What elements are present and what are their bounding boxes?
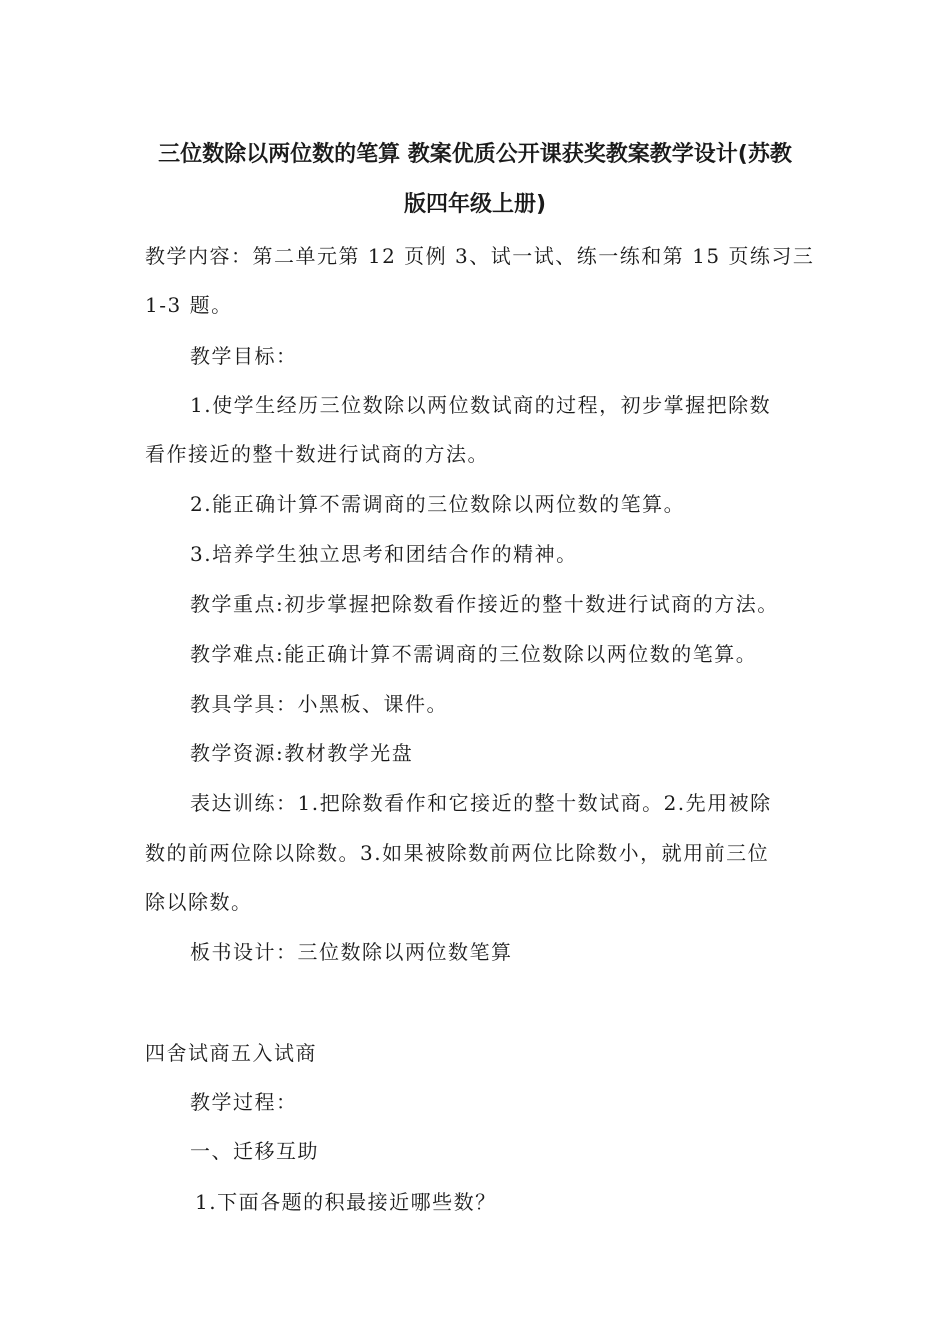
goal-2: 2.能正确计算不需调商的三位数除以两位数的笔算。 <box>190 492 686 516</box>
teaching-process-heading: 教学过程： <box>190 1090 298 1114</box>
section-1-heading: 一、迁移互助 <box>190 1139 319 1163</box>
key-point: 教学重点:初步掌握把除数看作接近的整十数进行试商的方法。 <box>190 592 779 616</box>
teaching-tools: 教具学具：小黑板、课件。 <box>190 692 448 716</box>
expression-training-line-1: 表达训练：1.把除数看作和它接近的整十数试商。2.先用被除 <box>190 791 772 815</box>
teaching-content-line-1: 教学内容：第二单元第 12 页例 3、试一试、练一练和第 15 页练习三 <box>145 244 815 268</box>
teaching-goals-heading: 教学目标： <box>190 344 298 368</box>
expression-training-line-3: 除以除数。 <box>145 890 253 914</box>
goal-1-line-2: 看作接近的整十数进行试商的方法。 <box>145 442 489 466</box>
document-title-line-1: 三位数除以两位数的笔算 教案优质公开课获奖教案教学设计(苏教 <box>158 142 792 167</box>
board-design: 板书设计：三位数除以两位数笔算 <box>190 940 513 964</box>
teaching-content-line-2: 1-3 题。 <box>145 293 233 317</box>
question-1: 1.下面各题的积最接近哪些数？ <box>195 1190 497 1214</box>
board-methods: 四舍试商五入试商 <box>145 1041 317 1065</box>
goal-3: 3.培养学生独立思考和团结合作的精神。 <box>190 542 578 566</box>
goal-1-line-1: 1.使学生经历三位数除以两位数试商的过程，初步掌握把除数 <box>190 393 772 417</box>
teaching-resources: 教学资源:教材教学光盘 <box>190 741 414 765</box>
difficulty-point: 教学难点:能正确计算不需调商的三位数除以两位数的笔算。 <box>190 642 758 666</box>
expression-training-line-2: 数的前两位除以除数。3.如果被除数前两位比除数小，就用前三位 <box>145 841 770 865</box>
document-title-line-2: 版四年级上册) <box>403 192 547 217</box>
